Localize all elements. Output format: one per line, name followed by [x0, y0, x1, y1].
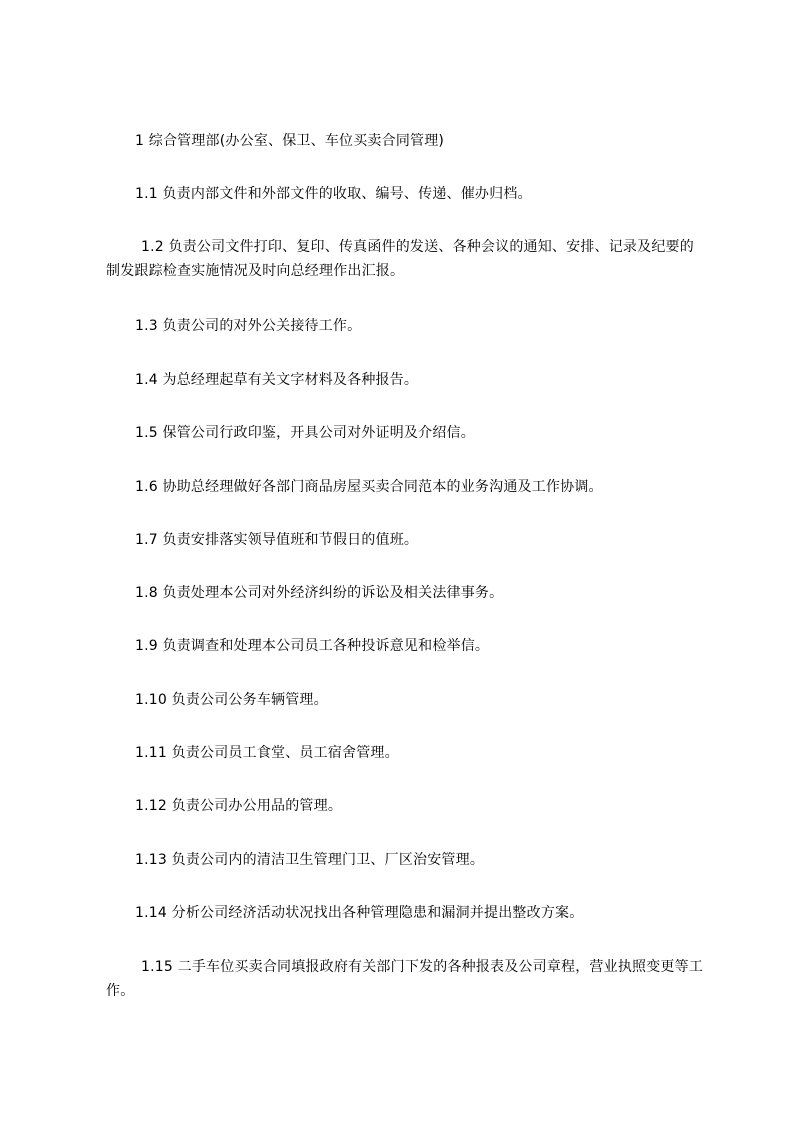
- list-item-1-6: 1.6 协助总经理做好各部门商品房屋买卖合同范本的业务沟通及工作协调。: [135, 479, 603, 495]
- section-heading: 1 综合管理部(办公室、保卫、车位买卖合同管理): [135, 133, 445, 149]
- list-item-1-2: 1.2 负责公司文件打印、复印、传真函件的发送、各种会议的通知、安排、记录及纪要的制发跟踪检查实施情况及时向总经理作出汇报。: [106, 239, 694, 279]
- list-item-1-10: 1.10 负责公司公务车辆管理。: [135, 692, 328, 708]
- list-item-1-12: 1.12 负责公司办公用品的管理。: [135, 798, 343, 814]
- list-item-1-5: 1.5 保管公司行政印鉴，开具公司对外证明及介绍信。: [135, 425, 475, 441]
- list-item-1-13: 1.13 负责公司内的清洁卫生管理门卫、厂区治安管理。: [135, 852, 485, 868]
- list-item-1-3: 1.3 负责公司的对外公关接待工作。: [135, 318, 362, 334]
- list-item-1-4: 1.4 为总经理起草有关文字材料及各种报告。: [135, 372, 419, 388]
- list-item-1-9: 1.9 负责调查和处理本公司员工各种投诉意见和检举信。: [135, 638, 490, 654]
- list-item-1-1: 1.1 负责内部文件和外部文件的收取、编号、传递、催办归档。: [135, 186, 532, 202]
- list-item-1-7: 1.7 负责安排落实领导值班和节假日的值班。: [135, 532, 419, 548]
- list-item-1-11: 1.11 负责公司员工食堂、员工宿舍管理。: [135, 745, 399, 761]
- list-item-1-14: 1.14 分析公司经济活动状况找出各种管理隐患和漏洞并提出整改方案。: [135, 905, 584, 921]
- list-item-1-15: 1.15 二手车位买卖合同填报政府有关部门下发的各种报表及公司章程，营业执照变更等工作。: [106, 959, 704, 999]
- list-item-1-8: 1.8 负责处理本公司对外经济纠纷的诉讼及相关法律事务。: [135, 585, 504, 601]
